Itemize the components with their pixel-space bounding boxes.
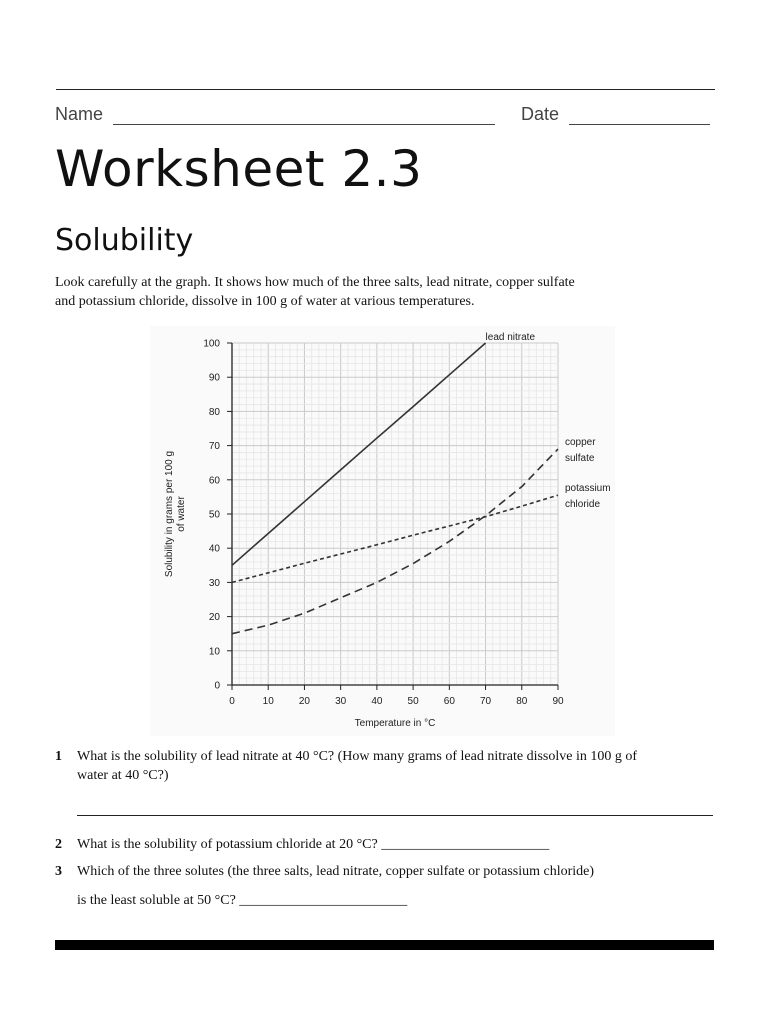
name-date-row — [55, 104, 715, 130]
x-tick-label: 50 — [407, 696, 419, 707]
y-tick-label: 100 — [203, 338, 220, 350]
y-tick-label: 20 — [208, 612, 220, 624]
question-text-line: What is the solubility of lead nitrate at 40 °C? (How many grams of lead nitrate dissolve in 100 g of — [77, 749, 638, 764]
x-tick-label: 20 — [298, 696, 311, 707]
x-tick-label: 0 — [229, 696, 235, 707]
question-1 — [55, 747, 715, 787]
series-label: copper — [565, 437, 596, 449]
y-tick-label: 90 — [208, 372, 220, 384]
y-tick-label: 0 — [214, 680, 220, 692]
footer-bar — [55, 940, 714, 950]
y-axis-label: Solubility in grams per 100 g — [164, 450, 175, 578]
series-label: lead nitrate — [485, 332, 536, 343]
question-text: What is the solubility of potassium chloride at 20 °C? ________________________ — [77, 837, 550, 852]
top-rule — [56, 89, 715, 90]
x-tick-label: 90 — [552, 696, 564, 707]
chart-svg — [150, 326, 615, 736]
series-label: sulfate — [565, 453, 595, 465]
y-tick-label: 60 — [208, 475, 220, 487]
series-label: potassium — [565, 483, 611, 495]
intro-line-1: Look carefully at the graph. It shows how much of the three salts, lead nitrate, copper sulfate — [55, 275, 575, 290]
y-tick-label: 50 — [208, 509, 220, 521]
section-subtitle: Solubility — [55, 223, 194, 258]
y-axis-label: of water — [176, 496, 187, 532]
name-label: Name — [55, 104, 104, 124]
intro-paragraph — [55, 273, 655, 311]
answer-line-1[interactable] — [77, 815, 713, 816]
x-tick-label: 60 — [443, 696, 455, 707]
question-number: 2 — [55, 837, 62, 852]
question-number: 3 — [55, 864, 62, 879]
y-tick-label: 10 — [208, 646, 220, 658]
x-tick-label: 30 — [335, 696, 347, 707]
y-tick-label: 70 — [208, 441, 220, 453]
date-label: Date — [521, 104, 560, 124]
y-tick-label: 30 — [208, 577, 220, 589]
question-number: 1 — [55, 749, 62, 764]
x-tick-label: 40 — [371, 696, 383, 707]
question-text-line: water at 40 °C?) — [77, 768, 169, 783]
x-tick-label: 70 — [479, 696, 492, 707]
x-tick-label: 10 — [262, 696, 274, 707]
chart-background — [150, 326, 615, 736]
intro-line-2: and potassium chloride, dissolve in 100 g of water at various temperatures. — [55, 294, 475, 309]
date-field-line[interactable] — [569, 124, 710, 125]
x-tick-label: 80 — [516, 696, 528, 707]
question-text — [77, 862, 594, 910]
question-3 — [55, 862, 715, 912]
worksheet-title: Worksheet 2.3 — [55, 140, 423, 198]
question-2 — [55, 835, 715, 855]
y-tick-label: 40 — [208, 543, 220, 555]
question-text — [77, 747, 637, 785]
y-tick-label: 80 — [208, 406, 220, 418]
solubility-chart — [150, 326, 615, 736]
question-text-line: Which of the three solutes (the three salts, lead nitrate, copper sulfate or potassium chloride) — [77, 864, 595, 879]
name-field-line[interactable] — [113, 124, 495, 125]
series-label: chloride — [565, 499, 601, 511]
x-axis-label: Temperature in °C — [354, 718, 436, 729]
question-text-line: is the least soluble at 50 °C? ________________________ — [77, 893, 408, 908]
